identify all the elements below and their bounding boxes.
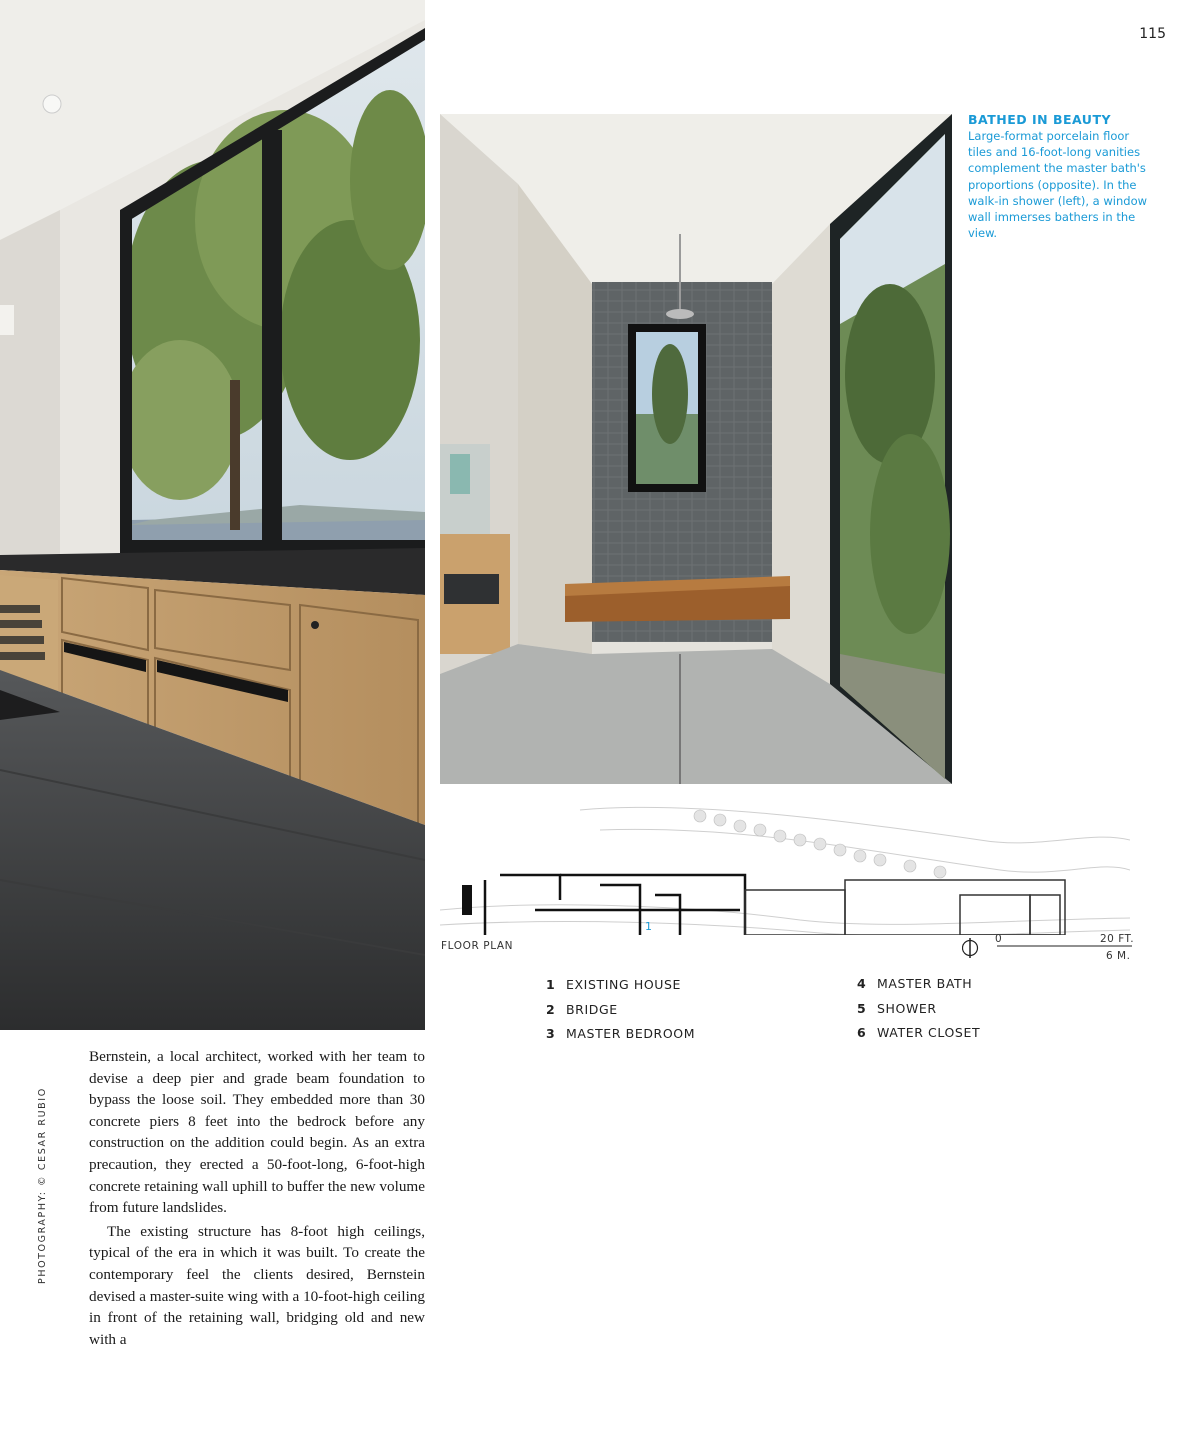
scale-meters: 6 M. xyxy=(1106,950,1131,962)
shower-photo xyxy=(440,114,952,784)
legend-item: 4 MASTER BATH xyxy=(857,976,973,991)
legend-item: 1 EXISTING HOUSE xyxy=(546,977,682,992)
floor-plan-legend xyxy=(546,977,695,1051)
room-number: 1 xyxy=(645,920,652,933)
floor-plan-legend xyxy=(857,976,980,1050)
body-paragraph: The existing structure has 8-foot high ceilings, typical of the era in which it was built. To create the contemporary feel the clients desired, Bernstein devised a master-suite wing with a 10-foot-high ceiling in front of the retaining wall, bridging old and new with a xyxy=(89,1222,425,1348)
article-body xyxy=(89,1046,425,1350)
caption-title: BATHED IN BEAUTY xyxy=(968,112,1112,127)
page-number: 115 xyxy=(1139,26,1166,42)
floor-plan-label: FLOOR PLAN xyxy=(441,940,514,952)
floor-plan-drawing xyxy=(440,800,1130,935)
photo-credit-text: PHOTOGRAPHY: © CESAR RUBIO xyxy=(37,1087,48,1284)
legend-item: 3 MASTER BEDROOM xyxy=(546,1026,696,1041)
legend-item: 6 WATER CLOSET xyxy=(857,1025,981,1040)
body-paragraph: Bernstein, a local architect, worked with her team to devise a deep pier and grade beam foundation to bypass the loose soil. They embedded more than 30 concrete piers 8 feet into the bedrock before any construction on the addition could begin. As an extra precaution, they erected a 50-foot-long, 6-foot-high concrete retaining wall uphill to buffer the new volume from future landslides. xyxy=(89,1048,425,1217)
legend-item: 2 BRIDGE xyxy=(546,1001,618,1017)
caption-body: Large-format porcelain floor tiles and 16-foot-long vanities complement the master bath's proportions (opposite). In the walk-in shower (left), a window wall immerses bathers in the view. xyxy=(968,129,1148,241)
scale-zero: 0 xyxy=(995,933,1002,945)
master-bath-photo xyxy=(0,0,425,1030)
photo-caption xyxy=(968,112,1148,241)
scale-feet: 20 FT. xyxy=(1100,933,1135,945)
legend-item: 5 SHOWER xyxy=(857,1000,937,1016)
